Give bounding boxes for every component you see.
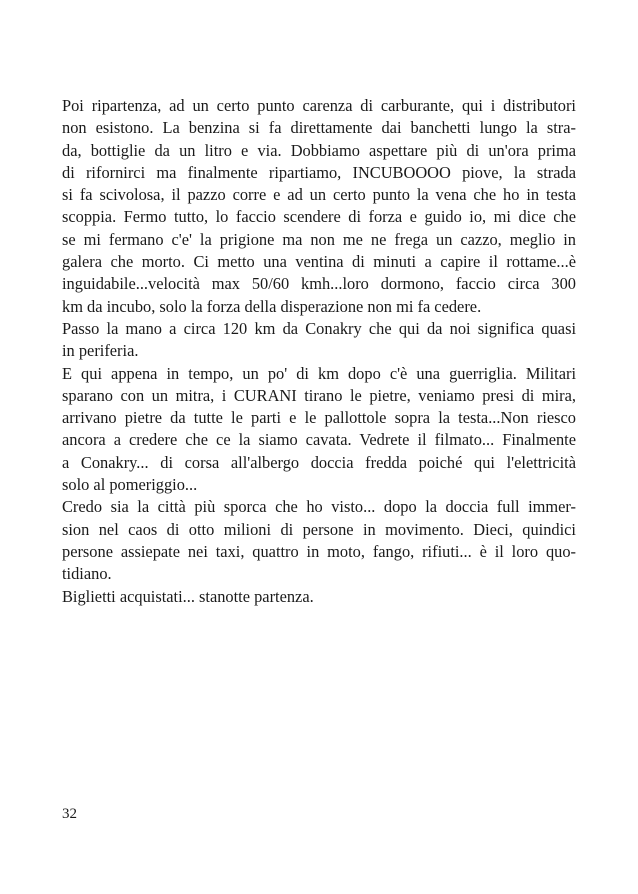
text-line: Poi ripartenza, ad un certo punto carenza di carburante, qui i distributori — [62, 96, 576, 115]
page-number: 32 — [62, 806, 77, 822]
text-line: galera che morto. Ci metto una ventina di minuti a capire il rottame...è — [62, 252, 576, 272]
text-line: sion nel caos di otto milioni di persone in movimento. Dieci, quindici — [62, 519, 576, 539]
text-line: ancora a credere che ce la siamo cavata. Vedrete il filmato... Finalmente — [62, 430, 576, 450]
text-line: persone assiepate nei taxi, quattro in moto, fango, rifiuti... è il loro quo- — [62, 541, 576, 561]
text-line: da, bottiglie da un litro e via. Dobbiamo aspettare più di un'ora prima — [62, 140, 576, 160]
text-line: tidiano. — [62, 564, 112, 584]
text-line: non esistono. La benzina si fa direttamente dai banchetti lungo la stra- — [62, 118, 576, 138]
text-line: sparano con un mitra, i CURANI tirano le pietre, veniamo presi di mira, — [62, 385, 576, 405]
text-line: inguidabile...velocità max 50/60 kmh...loro dormono, faccio circa 300 — [62, 274, 576, 294]
text-line: se mi fermano c'e' la prigione ma non me ne frega un cazzo, meglio in — [62, 229, 576, 249]
text-line: km da incubo, solo la forza della disperazione non mi fa cedere. — [62, 296, 482, 316]
text-line: di rifornirci ma finalmente ripartiamo, INCUBOOOO piove, la strada — [62, 162, 576, 182]
body-text — [62, 95, 576, 608]
text-line: Passo la mano a circa 120 km da Conakry che qui da noi significa quasi — [62, 318, 576, 338]
text-line: solo al pomeriggio... — [62, 475, 198, 495]
text-line: Credo sia la città più sporca che ho visto... dopo la doccia full immer- — [62, 497, 576, 517]
text-line: E qui appena in tempo, un po' di km dopo c'è una guerriglia. Militari — [62, 363, 576, 383]
text-line: in periferia. — [62, 341, 139, 361]
text-line: Biglietti acquistati... stanotte partenza. — [62, 586, 314, 606]
text-line: arrivano pietre da tutte le parti e le pallottole sopra la testa...Non riesco — [62, 408, 576, 428]
text-line: si fa scivolosa, il pazzo corre e ad un certo punto la vena che ho in testa — [62, 185, 576, 205]
text-line: a Conakry... di corsa all'albergo doccia fredda poiché qui l'elettricità — [62, 452, 576, 472]
text-line: scoppia. Fermo tutto, lo faccio scendere di forza e guido io, mi dice che — [62, 207, 576, 227]
